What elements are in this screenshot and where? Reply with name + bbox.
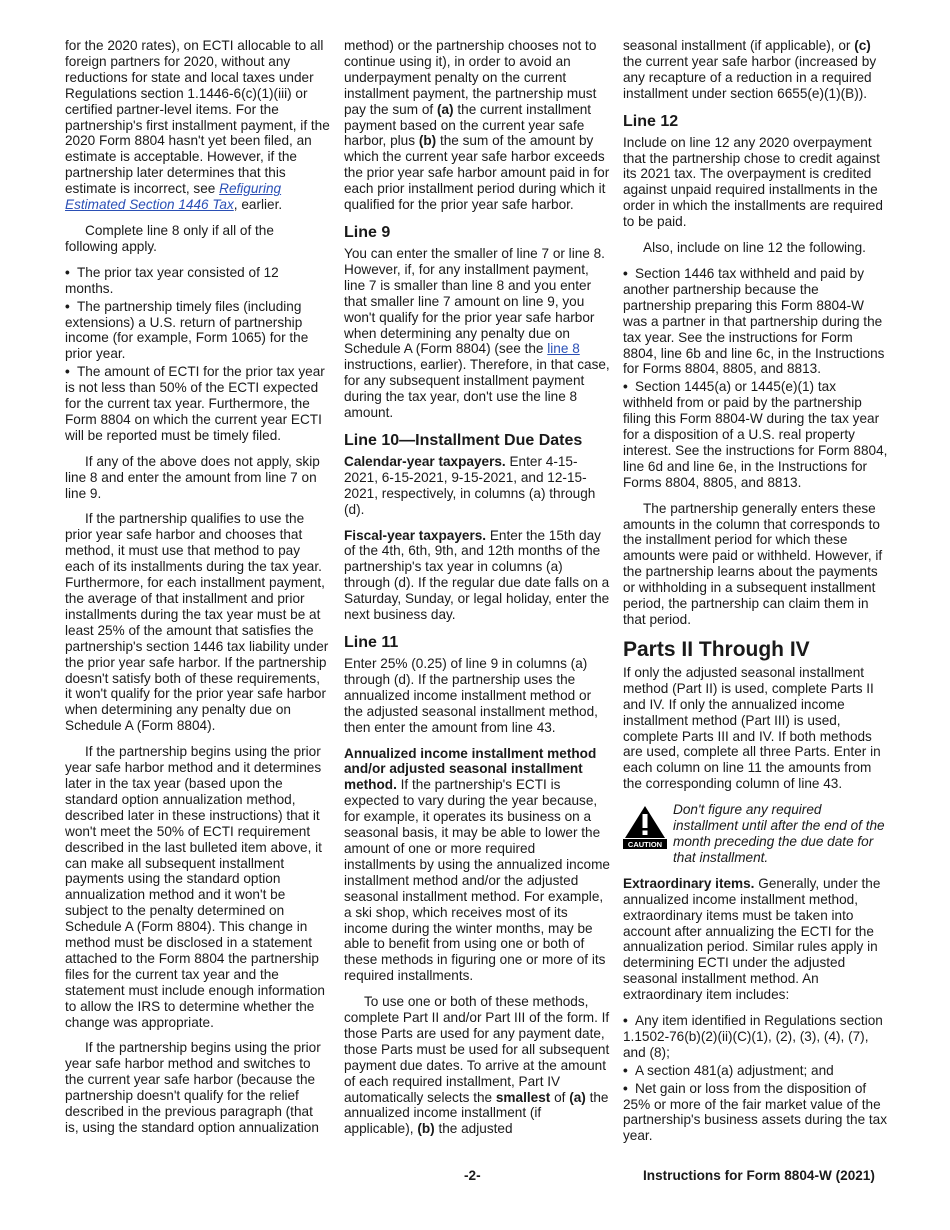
paragraph: Include on line 12 any 2020 overpayment that the partnership chose to credit against its 2021 tax. The overpayment is credited against unpaid required installments in the order in which the installments are required to be paid.	[623, 134, 883, 230]
paragraph: Enter 25% (0.25) of line 9 in columns (a) through (d). If the partnership uses the annualized income installment method or the adjusted seasonal installment method, then enter the amount from line 43.	[344, 656, 598, 735]
paragraph: If only the adjusted seasonal installment method (Part II) is used, complete Parts II and IV. If only the annualized income installment method (Part III) is used, complete Parts III and IV. If both methods are used, complete all three Parts. Enter in each column on line 11 the amounts from the corresponding column of line 43.	[623, 664, 881, 792]
list-item: • Any item identified in Regulations section 1.1502-76(b)(2)(ii)(C)(1), (2), (3), (4), (7), and (8);	[623, 1013, 883, 1060]
list-item: • The amount of ECTI for the prior tax year is not less than 50% of the ECTI expected for the current tax year. Furthermore, the Form 8804 on which the current year ECTI will be reported must be timely filed.	[65, 364, 325, 443]
paragraph: Also, include on line 12 the following.	[643, 240, 866, 256]
bullet-icon: •	[623, 1080, 628, 1096]
paragraph: If any of the above does not apply, skip line 8 and enter the amount from line 7 on line 9.	[65, 453, 320, 501]
bullet-icon: •	[65, 364, 70, 380]
conditions-list	[65, 265, 330, 444]
bullet-icon: •	[65, 298, 70, 314]
bullet-icon: •	[623, 379, 628, 395]
caution-note	[623, 802, 889, 866]
heading-line-11: Line 11	[344, 634, 399, 651]
refiguring-estimated-tax-link[interactable]: Refiguring Estimated Section 1446 Tax	[65, 181, 282, 213]
heading-line-12: Line 12	[623, 112, 679, 130]
bullet-icon: •	[623, 1013, 628, 1029]
extraordinary-items-list	[623, 1013, 889, 1144]
paragraph: Extraordinary items. Generally, under the annualized income installment method, extraordinary items must be taken into account after annualizing the ECTI for the annualization period. Similar rules apply in determining ECTI under the adjusted seasonal installment method. An extraordinary item includes:	[623, 875, 881, 1003]
column-2	[344, 38, 610, 1147]
footer-title: Instructions for Form 8804-W (2021)	[643, 1168, 875, 1183]
paragraph: Complete line 8 only if all of the following apply.	[65, 222, 274, 254]
paragraph: Fiscal-year taxpayers. Enter the 15th day of the 4th, 6th, 9th, and 12th months of the partnership's tax year in columns (a) through (d). If the regular due date falls on a Saturday, Sunday, or legal holiday, enter the next business day.	[344, 527, 610, 623]
paragraph: method) or the partnership chooses not to continue using it), in order to avoid an underpayment penalty on the current installment payment, the partnership must pay the sum of (a) the current installment payment based on the current year safe harbor, plus (b) the sum of the amount by which the current year safe harbor exceeds the prior year safe harbor amount paid in for each prior installment period during which it qualified for the prior year safe harbor.	[344, 38, 610, 213]
bullet-icon: •	[623, 1062, 628, 1078]
list-item: • Section 1445(a) or 1445(e)(1) tax withheld from or paid by the partnership filing this Form 8804-W during the tax year for a disposition of a U.S. real property interest. See the instructions for Form 8804, line 6d and line 6e, in the Instructions for Forms 8804, 8805, and 8813.	[623, 379, 888, 490]
list-item: • The prior tax year consisted of 12 months.	[65, 264, 279, 296]
bullet-icon: •	[65, 264, 70, 280]
caution-icon	[623, 804, 667, 854]
paragraph: If the partnership begins using the prior year safe harbor method and it determines later in the tax year (based upon the standard option annualization method, described later in these instructions) that it won't meet the 50% of ECTI requirement described in the last bulleted item above, it can make all subsequent installment payments using the standard option annualization method and it won't be subject to the penalty determined on Schedule A (Form 8804). This change in method must be disclosed in a statement attached to the Form 8804 the partnership files for the current tax year and the statement must include enough information to allow the IRS to determine whether the change was appropriate.	[65, 744, 325, 1030]
list-item: • Section 1446 tax withheld and paid by another partnership because the partnership preparing this Form 8804-W was a partner in that partnership during the tax year. See the instructions for Form 8804, line 6b and line 6c, in the Instructions for Forms 8804, 8805, and 8813.	[623, 265, 885, 377]
paragraph: Annualized income installment method and/or adjusted seasonal installment method. If the partnership's ECTI is expected to vary during the year because, for example, it operates its business on a seasonal basis, it may be able to lower the amount of one or more required installments by using the annualized income installment method and/or the adjusted seasonal installment method. For example, a ski shop, which receives most of its income during the winter months, may be able to benefit from using one or both of these methods in figuring one or more of its required installments.	[344, 745, 610, 984]
heading-line-9: Line 9	[344, 223, 391, 241]
heading-line-10: Line 10—Installment Due Dates	[344, 431, 583, 449]
line-12-list	[623, 266, 889, 491]
paragraph: You can enter the smaller of line 7 or line 8. However, if, for any installment payment, line 7 is smaller than line 8 and you enter that smaller line 7 amount on line 9, you won't qualify for the prior year safe harbor when determining any penalty due on Schedule A (Form 8804) (see the line 8 instructions, earlier). Therefore, in that case, for any subsequent installment payment during the tax year, don't use the line 8 amount.	[344, 245, 610, 421]
page-number: -2-	[464, 1168, 481, 1183]
paragraph: To use one or both of these methods, complete Part II and/or Part III of the form. If those Parts are used for any payment date, those Parts must be used for all subsequent payment due dates. To arrive at the amount of each required installment, Part IV automatically selects the smallest of (a) the annualized income installment (if applicable), (b) the adjusted	[344, 994, 610, 1137]
line-8-link[interactable]: line 8	[547, 341, 580, 357]
caution-label: CAUTION	[627, 840, 663, 850]
list-item: • Net gain or loss from the disposition of 25% or more of the fair market value of the partnership's business assets during the tax year.	[623, 1080, 888, 1144]
paragraph: seasonal installment (if applicable), or (c) the current year safe harbor (increased by any recapture of a reduction in a required installment under section 6655(e)(1)(B)).	[623, 38, 877, 101]
paragraph: If the partnership qualifies to use the prior year safe harbor and chooses that method, it must use that method to pay each of its installments during the tax year. Furthermore, for each installment payment, the average of that installment and prior installments during the tax year must be at least 25% of the amount that satisfies the partnership's section 1446 tax liability under the prior year safe harbor. If the partnership doesn't satisfy both of these requirements, it won't qualify for the prior year safe harbor when determining any penalty due on Schedule A (Form 8804).	[65, 511, 329, 734]
heading-parts-ii-through-iv: Parts II Through IV	[623, 637, 810, 661]
bullet-icon: •	[623, 265, 628, 281]
paragraph: for the 2020 rates), on ECTI allocable to all foreign partners for 2020, without any reductions for state and local taxes under Regulations section 1.1446-6(c)(1)(iii) or certified partner-level items. For the partnership's first installment payment, if the 2020 Form 8804 hasn't yet been filed, an estimate is acceptable. However, if the partnership later determines that this estimate is incorrect, see Refiguring Estimated Section 1446 Tax, earlier.	[65, 38, 330, 213]
list-item: • The partnership timely files (including extensions) a U.S. return of partnership income (for example, Form 1065) for the prior year.	[65, 298, 309, 362]
paragraph: Calendar-year taxpayers. Enter 4-15-2021, 6-15-2021, 9-15-2021, and 12-15-2021, respectively, in columns (a) through (d).	[344, 453, 596, 517]
paragraph: If the partnership begins using the prior year safe harbor method and switches to the current year safe harbor (because the partnership doesn't qualify for the relief described in the previous paragraph (that is, using the standard option annualization	[65, 1040, 321, 1135]
paragraph: The partnership generally enters these amounts in the column that corresponds to the installment period for which these amounts were paid or withheld. However, if the partnership learns about the payments or withholding in a subsequent installment period, the partnership can claim them in that period.	[623, 500, 883, 627]
caution-text: Don't figure any required installment until after the end of the month preceding the due date for that installment.	[673, 802, 885, 865]
column-3	[623, 38, 889, 1154]
list-item: • A section 481(a) adjustment; and	[623, 1062, 834, 1078]
column-1	[65, 38, 330, 1146]
